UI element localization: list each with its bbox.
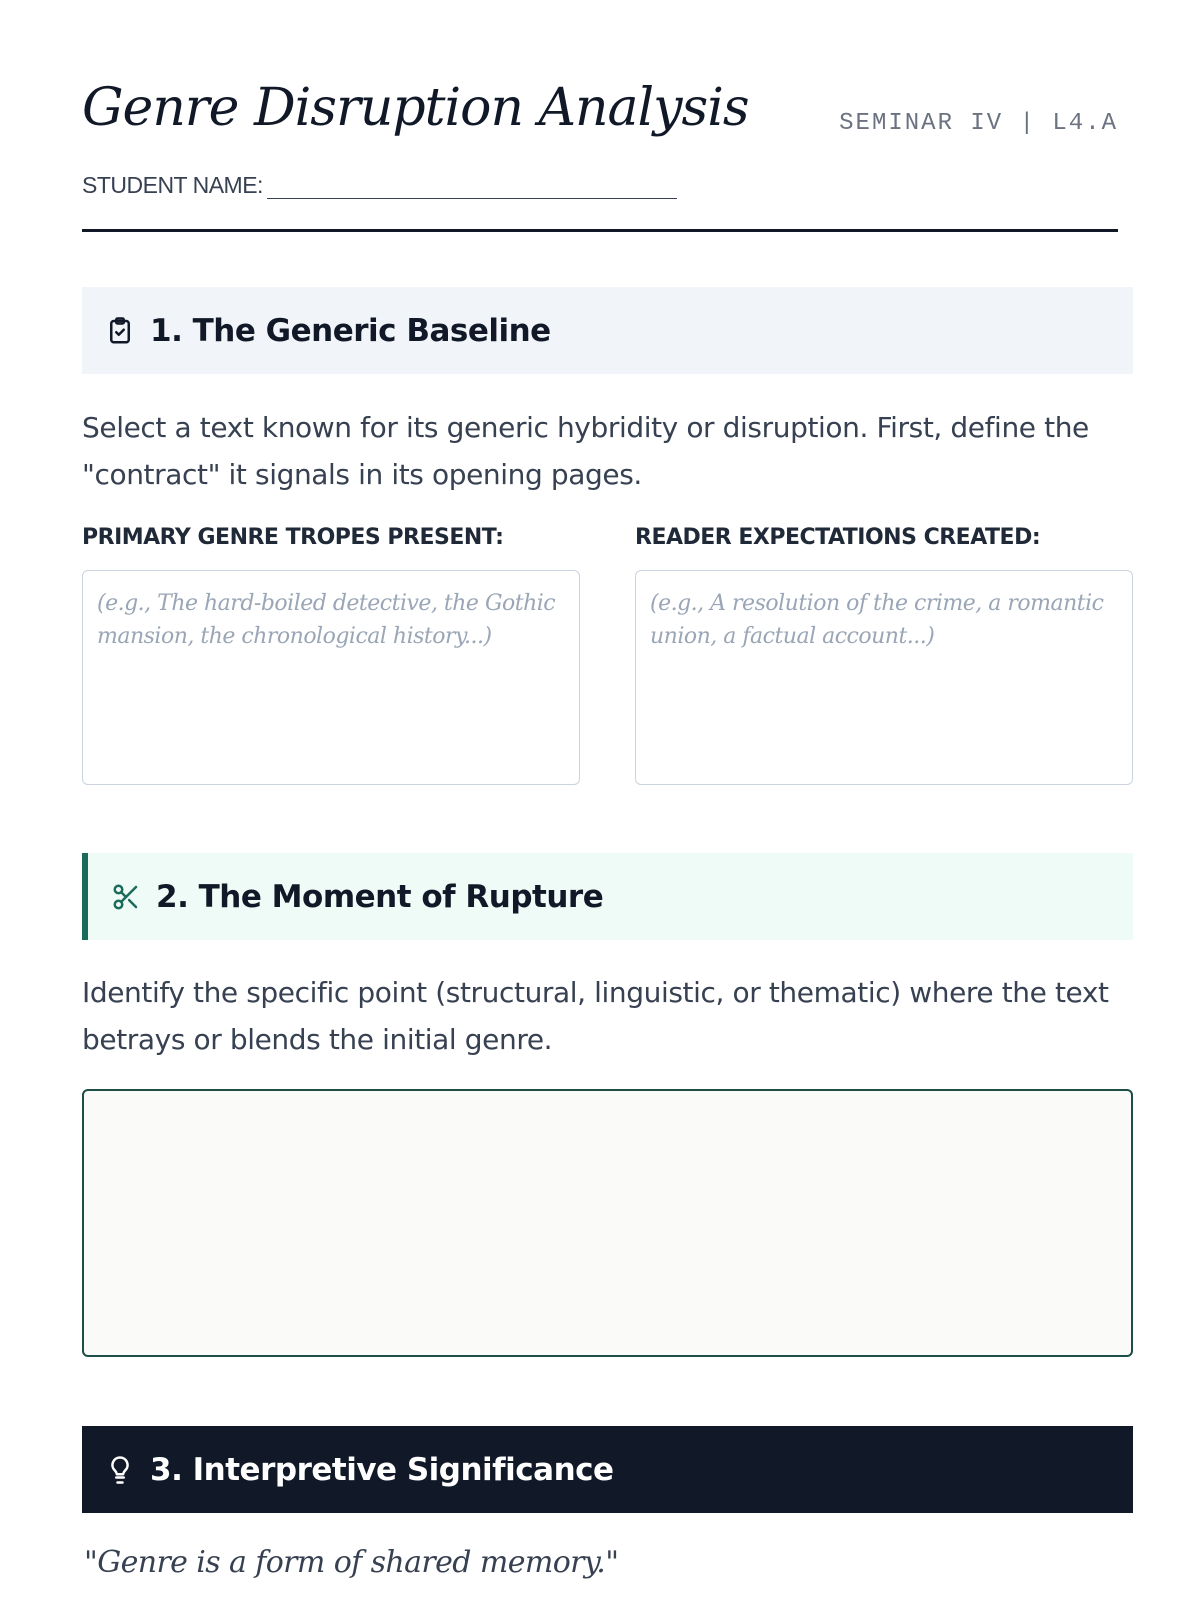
section-instruction: Select a text known for its generic hybridity or disruption. First, define the "contract" it signals in its opening pages.	[82, 411, 1089, 491]
scissors-icon	[110, 881, 142, 913]
section-heading: 3. Interpretive Significance	[150, 1451, 614, 1488]
section-header-interpretive-significance	[82, 1426, 1133, 1513]
student-name-label: STUDENT NAME:	[82, 172, 263, 198]
section-header-generic-baseline	[82, 287, 1133, 374]
expectations-input[interactable]	[650, 587, 1118, 768]
tropes-field-box	[82, 570, 580, 785]
section-quote: "Genre is a form of shared memory."	[84, 1545, 619, 1580]
clipboard-check-icon	[104, 315, 136, 347]
tropes-input[interactable]	[97, 587, 565, 768]
student-name-line[interactable]	[267, 174, 677, 199]
expectations-field-box	[635, 570, 1133, 785]
rupture-response-input[interactable]	[84, 1091, 1131, 1355]
section-heading: 1. The Generic Baseline	[150, 312, 551, 349]
tropes-label: PRIMARY GENRE TROPES PRESENT:	[82, 525, 504, 550]
worksheet-header	[82, 0, 1118, 232]
section-heading: 2. The Moment of Rupture	[156, 878, 604, 915]
course-code: SEMINAR IV | L4.A	[839, 110, 1118, 137]
rupture-response-box	[82, 1089, 1133, 1357]
lightbulb-icon	[104, 1454, 136, 1486]
expectations-label: READER EXPECTATIONS CREATED:	[635, 525, 1041, 550]
student-name-row	[82, 172, 677, 199]
section-header-moment-of-rupture	[82, 853, 1133, 940]
page-title: Genre Disruption Analysis	[82, 78, 749, 138]
section-instruction: Identify the specific point (structural, linguistic, or thematic) where the text betrays or blends the initial genre.	[82, 976, 1109, 1056]
